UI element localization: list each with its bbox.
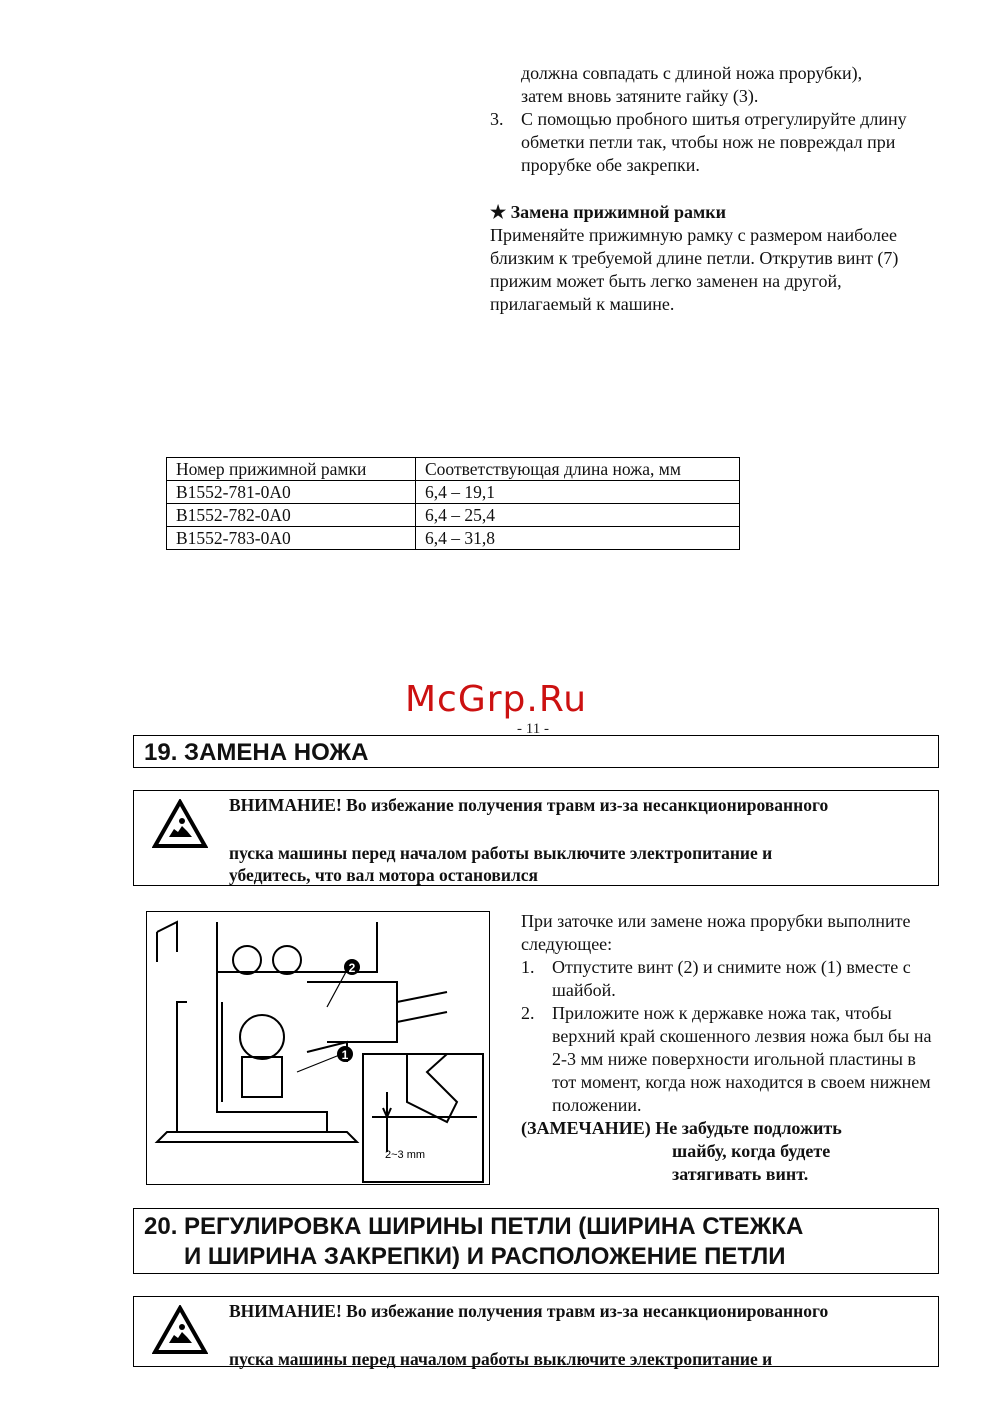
table-cell: 6,4 – 31,8 — [416, 527, 740, 550]
warning-box-20 — [133, 1296, 939, 1367]
top-text-column — [490, 62, 930, 316]
step-2 — [521, 1002, 941, 1117]
step-number: 1. — [521, 957, 535, 977]
table-cell: B1552-781-0A0 — [167, 481, 416, 504]
warning-line: ВНИМАНИЕ! Во избежание получения травм из-за несанкционированного — [229, 1301, 829, 1321]
section-20-heading — [133, 1208, 939, 1274]
table-cell: 6,4 – 25,4 — [416, 504, 740, 527]
step-text: Отпустите винт (2) и снимите нож (1) вместе с шайбой. — [552, 957, 911, 1000]
knife-diagram-drawing — [147, 912, 489, 1184]
note-line: затягивать винт. — [672, 1164, 809, 1184]
frame-replacement-title: ★ Замена прижимной рамки — [490, 202, 726, 222]
section-20-title-line1: 20. РЕГУЛИРОВКА ШИРИНЫ ПЕТЛИ (ШИРИНА СТЕЖКА — [144, 1213, 804, 1240]
frame-table — [166, 457, 740, 550]
note-label: (ЗАМЕЧАНИЕ) — [521, 1118, 651, 1138]
callout-2: 2 — [348, 961, 356, 975]
dimension-label: 2~3 mm — [385, 1149, 426, 1161]
warning-box-19 — [133, 790, 939, 886]
table-cell: B1552-783-0A0 — [167, 527, 416, 550]
knife-diagram — [146, 911, 490, 1185]
note — [521, 1117, 941, 1140]
callout-1: 1 — [341, 1048, 349, 1062]
frame-replacement-text: Применяйте прижимную рамку с размером наиболее близким к требуемой длине петли. Открутив винт (7) прижим может быть легко заменен на другой, прилагаемый к машине. — [490, 225, 899, 314]
note-line: Не забудьте подложить — [655, 1118, 842, 1138]
list-item-number: 3. — [490, 109, 504, 129]
table-cell: B1552-782-0A0 — [167, 504, 416, 527]
page-number: - 11 - — [517, 721, 549, 737]
warning-line: пуска машины перед началом работы выключите электропитание и — [229, 1349, 773, 1369]
step-number: 2. — [521, 1003, 535, 1023]
table-header-row — [167, 458, 740, 481]
warning-text-19 — [229, 794, 929, 886]
list-item-text: С помощью пробного шитья отрегулируйте длину обметки петли так, чтобы нож не повреждал при прорубке обе закрепки. — [521, 109, 907, 175]
table-cell: 6,4 – 19,1 — [416, 481, 740, 504]
warning-text-20 — [229, 1300, 929, 1370]
watermark: McGrp.Ru — [405, 679, 588, 720]
list-item-3 — [490, 108, 930, 177]
section-19-heading — [133, 735, 939, 768]
table-header-cell: Соответствующая длина ножа, мм — [416, 458, 740, 481]
knife-instructions — [521, 910, 941, 1186]
warning-line: пуска машины перед началом работы выключите электропитание и — [229, 843, 773, 863]
table-header-cell: Номер прижимной рамки — [167, 458, 416, 481]
step-1 — [521, 956, 941, 1002]
warning-triangle-icon — [152, 799, 208, 849]
section-20-title-line2: И ШИРИНА ЗАКРЕПКИ) И РАСПОЛОЖЕНИЕ ПЕТЛИ — [184, 1243, 786, 1270]
step-text: Приложите нож к державке ножа так, чтобы верхний край скошенного лезвия ножа был бы на 2-3 мм ниже поверхности игольной пластины в тот момент, когда нож находится в своем нижнем положении. — [552, 1003, 932, 1115]
section-19-title: 19. ЗАМЕНА НОЖА — [144, 739, 369, 766]
intro-text: При заточке или замене ножа прорубки выполните следующее: — [521, 911, 911, 954]
warning-triangle-icon — [152, 1305, 208, 1355]
table-row — [167, 527, 740, 550]
table-row — [167, 481, 740, 504]
warning-line: ВНИМАНИЕ! Во избежание получения травм из-за несанкционированного — [229, 795, 829, 815]
para-continuation: должна совпадать с длиной ножа прорубки), затем вновь затяните гайку (3). — [521, 63, 863, 106]
warning-line: убедитесь, что вал мотора остановился — [229, 865, 539, 885]
note-line: шайбу, когда будете — [672, 1141, 831, 1161]
table-row — [167, 504, 740, 527]
